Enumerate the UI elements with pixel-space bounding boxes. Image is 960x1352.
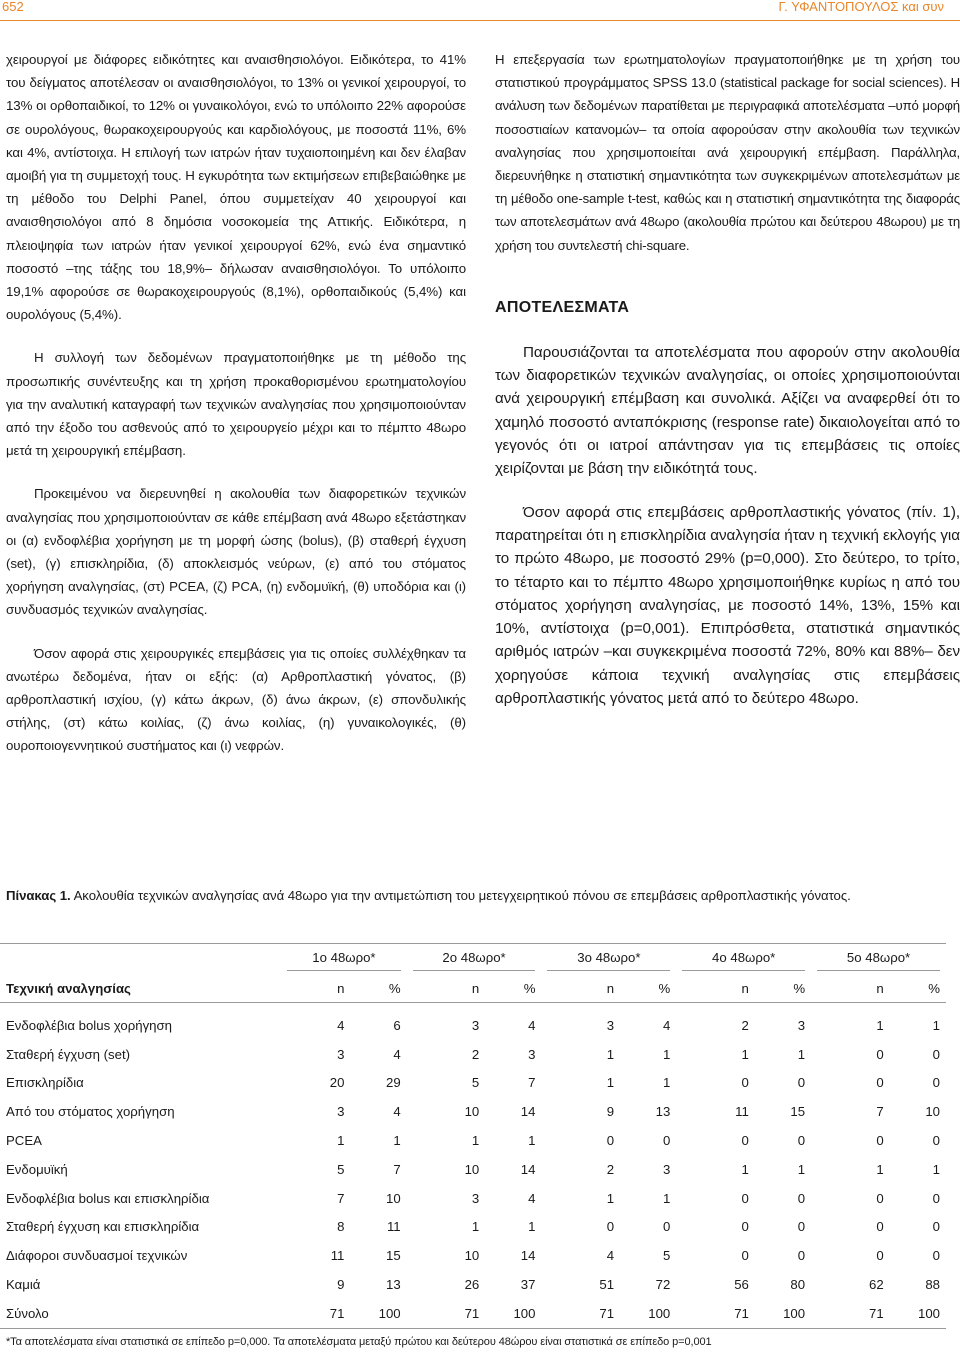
cell-n: 9 xyxy=(606,1104,615,1120)
cell-n: 0 xyxy=(876,1190,884,1206)
cell-n: 0 xyxy=(876,1046,884,1062)
cell-pct: 100 xyxy=(753,1299,811,1328)
cell-pct: 1 xyxy=(393,1133,401,1149)
cell-n: 26 xyxy=(464,1277,480,1293)
cell-n: 3 xyxy=(471,1017,480,1033)
cell-n: 7 xyxy=(337,1190,345,1206)
cell-n: 62 xyxy=(869,1277,884,1293)
row-label: Σύνολο xyxy=(0,1299,281,1328)
cell-n: 56 xyxy=(734,1277,749,1293)
n-header: n xyxy=(471,980,480,996)
left-paragraph-1: χειρουργοί με διάφορες ειδικότητες και αναισθησιολόγοι. Ειδικότερα, το 41% του δείγματος αποτέλεσαν οι αναισθησιολόγοι, το 13% οι γενικοί χειρουργοί, το 13% οι ορθοπαιδικοί, το 12% οι γυναικολόγοι, ενώ το υπόλοιπο 22% αφορούσε σε ουρολόγους, θωρακοχειρουργούς και καρδιολόγους, με ποσοστά 11%, 6% και 4%, αντίστοιχα. Η επιλογή των ιατρών ήταν τυχαιοποιημένη και δεν έλαβαν αμοιβή για τη συμμετοχή τους. Η εγκυρότητα των εκτιμήσεων επιβεβαιώθηκε με τη μέθοδο του Delphi Panel, όπου συμμετείχαν 40 χειρουργοί και αναισθησιολόγοι από 8 δημόσια νοσοκομεία της Αττικής. Ειδικότερα, η πλειοψηφία των ιατρών ήταν γενικοί χειρουργοί 62%, ενώ ένα σημαντικό ποσοστό –της τάξης του 18,9%– δήλωσαν αναισθησιολόγοι. Το υπόλοιπο 19,1% αφορούσε σε θωρακοχειρουργούς (8,1%), ορθοπαιδικούς (5,4%) και ουρολόγους (5,4%). xyxy=(6,52,466,323)
row-label: Ενδοφλέβια bolus χορήγηση xyxy=(6,1017,172,1033)
pct-header: % xyxy=(793,980,806,996)
row-label-header: Τεχνική αναλγησίας xyxy=(6,980,131,996)
cell-pct: 0 xyxy=(797,1190,806,1206)
cell-pct: 1 xyxy=(662,1046,671,1062)
table-row xyxy=(0,1184,946,1213)
cell-pct: 1 xyxy=(797,1161,806,1177)
cell-n: 4 xyxy=(606,1248,615,1264)
n-header: n xyxy=(876,980,884,996)
group-header-4: 4ο 48ωρο* xyxy=(676,944,811,975)
table-group-header-row xyxy=(0,944,946,975)
cell-n: 9 xyxy=(337,1277,345,1293)
cell-n: 0 xyxy=(606,1219,615,1235)
right-paragraph-1: Η επεξεργασία των ερωτηματολογίων πραγματοποιήθηκε με τη χρήση του στατιστικού προγράμματος SPSS 13.0 (statistical package for social sciences). Η ανάλυση των δεδομένων παρατίθεται με περιγραφικά αποτελέσματα –υπό μορφή ποσοστιαίων κατανομών– τα οποία αφορούσαν στην ακολουθία των τεχνικών αναλγησίας που χρησιμοποιείται ανά χειρουργική επέμβαση. Παράλληλα, διερευνήθηκε η στατιστική σημαντικότητα των συγκεκριμένων αποτελεσμάτων με τη μέθοδο one-sample t-test, καθώς και η στατιστική σημαντικότητα της διαφοράς των αποτελεσμάτων ανά 48ωρο (ακολουθία πρώτου και δεύτερου 48ωρου) με τη χρήση του συντελεστή chi-square. xyxy=(495,52,960,253)
cell-pct: 5 xyxy=(662,1248,671,1264)
group-header-2: 2ο 48ωρο* xyxy=(407,944,542,975)
cell-pct: 11 xyxy=(386,1219,401,1235)
cell-pct: 0 xyxy=(932,1075,940,1091)
cell-n: 0 xyxy=(606,1133,615,1149)
cell-pct: 1 xyxy=(932,1017,940,1033)
table-caption-label: Πίνακας 1. xyxy=(6,888,71,903)
cell-pct: 100 xyxy=(618,1299,676,1328)
cell-pct: 4 xyxy=(662,1017,671,1033)
table-row xyxy=(0,1011,946,1040)
cell-n: 1 xyxy=(741,1161,749,1177)
cell-n: 20 xyxy=(329,1075,345,1091)
cell-pct: 0 xyxy=(932,1219,940,1235)
cell-pct: 100 xyxy=(348,1299,406,1328)
row-label: Από του στόματος χορήγηση xyxy=(6,1104,175,1120)
cell-pct: 15 xyxy=(385,1248,401,1264)
header-rule xyxy=(0,20,960,21)
cell-pct: 0 xyxy=(662,1133,671,1149)
cell-pct: 1 xyxy=(662,1190,671,1206)
table-row xyxy=(0,1126,946,1155)
cell-pct: 0 xyxy=(662,1219,671,1235)
cell-n: 2 xyxy=(471,1046,480,1062)
cell-n: 11 xyxy=(330,1248,345,1264)
table-body xyxy=(0,1011,946,1328)
cell-n: 7 xyxy=(876,1104,884,1120)
cell-n: 1 xyxy=(471,1133,480,1149)
group-header-1: 1ο 48ωρο* xyxy=(281,944,406,975)
cell-pct: 0 xyxy=(932,1046,940,1062)
page-header xyxy=(0,0,960,22)
cell-pct: 4 xyxy=(393,1104,401,1120)
cell-n: 10 xyxy=(464,1161,480,1177)
results-paragraph-1: Παρουσιάζονται τα αποτελέσματα που αφορούν στην ακολουθία των διαφορετικών τεχνικών αναλγησίας, οι οποίες χρησιμοποιούνται ανά χειρουργική επέμβαση και συνολικά. Αξίζει να αναφερθεί ότι το χαμηλό ποσοστό ανταπόκρισης (response rate) δικαιολογείται από το γεγονός ότι οι ιατροί απάντησαν για τις επεμβάσεις τις οποίες χειρίζονται με βάση την ειδικότητά τους. xyxy=(495,343,960,478)
cell-n: 0 xyxy=(876,1219,884,1235)
cell-n: 0 xyxy=(876,1075,884,1091)
cell-pct: 0 xyxy=(797,1219,806,1235)
cell-pct: 1 xyxy=(797,1046,806,1062)
group-header-3: 3ο 48ωρο* xyxy=(541,944,676,975)
cell-n: 71 xyxy=(541,1299,618,1328)
cell-n: 0 xyxy=(741,1190,749,1206)
cell-n: 1 xyxy=(876,1017,884,1033)
cell-pct: 7 xyxy=(528,1075,536,1091)
pct-header: % xyxy=(658,980,671,996)
cell-n: 2 xyxy=(606,1161,615,1177)
cell-n: 11 xyxy=(735,1104,749,1120)
row-label: Ενδομυϊκή xyxy=(6,1161,68,1177)
cell-pct: 10 xyxy=(385,1190,401,1206)
cell-pct: 1 xyxy=(662,1075,671,1091)
cell-n: 3 xyxy=(337,1104,345,1120)
cell-pct: 80 xyxy=(790,1277,806,1293)
table-footnote: *Τα αποτελέσματα είναι στατιστικά σε επίπεδο p=0,000. Τα αποτελέσματα μεταξύ πρώτου και δεύτερου 48ώρου είναι στατιστικά σε επίπεδο p=0,001 xyxy=(6,1336,712,1348)
cell-n: 1 xyxy=(606,1046,615,1062)
cell-pct: 0 xyxy=(932,1248,940,1264)
pct-header: % xyxy=(523,980,536,996)
cell-n: 0 xyxy=(741,1133,749,1149)
cell-pct: 4 xyxy=(393,1046,401,1062)
table-caption xyxy=(6,885,946,907)
cell-pct: 4 xyxy=(528,1017,536,1033)
row-label: Σταθερή έγχυση και επισκληρίδια xyxy=(6,1219,200,1235)
cell-n: 71 xyxy=(811,1299,888,1328)
right-column xyxy=(495,48,960,710)
left-paragraph-2: Η συλλογή των δεδομένων πραγματοποιήθηκε με τη μέθοδο της προσωπικής συνέντευξης και τη χρήση προκαθορισμένου ερωτηματολογίου για την αναλυτική καταγραφή των τεχνικών αναλγησίας που χρησιμοποιούνταν από την έξοδο του ασθενούς από το χειρουργείο μέχρι και το πέμπτο 48ωρο μετά τη χειρουργική επέμβαση. xyxy=(6,350,466,459)
table-row xyxy=(0,1097,946,1126)
table-row xyxy=(0,1213,946,1242)
cell-n: 71 xyxy=(407,1299,484,1328)
table-row xyxy=(0,1069,946,1098)
n-header: n xyxy=(606,980,615,996)
cell-pct: 7 xyxy=(393,1161,401,1177)
table-row xyxy=(0,1241,946,1270)
left-column xyxy=(6,48,466,758)
cell-pct: 15 xyxy=(790,1104,806,1120)
row-label: PCEA xyxy=(6,1133,42,1149)
cell-pct: 14 xyxy=(520,1104,536,1120)
row-label: Σταθερή έγχυση (set) xyxy=(6,1046,130,1062)
cell-n: 3 xyxy=(606,1017,615,1033)
row-label: Ενδοφλέβια bolus και επισκληρίδια xyxy=(6,1190,210,1206)
cell-n: 10 xyxy=(464,1104,480,1120)
cell-pct: 13 xyxy=(385,1277,401,1293)
data-table xyxy=(0,943,946,1329)
cell-n: 10 xyxy=(464,1248,480,1264)
cell-n: 3 xyxy=(337,1046,345,1062)
cell-pct: 4 xyxy=(528,1190,536,1206)
page-number: 652 xyxy=(2,0,24,14)
cell-n: 0 xyxy=(876,1133,884,1149)
cell-n: 71 xyxy=(281,1299,348,1328)
table-row xyxy=(0,1155,946,1184)
cell-pct: 3 xyxy=(797,1017,806,1033)
cell-pct: 88 xyxy=(925,1277,940,1293)
cell-n: 5 xyxy=(337,1161,345,1177)
cell-pct: 0 xyxy=(932,1133,940,1149)
cell-pct: 0 xyxy=(797,1133,806,1149)
row-label: Επισκληρίδια xyxy=(6,1075,84,1091)
cell-n: 71 xyxy=(676,1299,753,1328)
group-header-5: 5ο 48ωρο* xyxy=(811,944,946,975)
cell-pct: 14 xyxy=(520,1248,536,1264)
cell-pct: 1 xyxy=(528,1133,536,1149)
cell-n: 4 xyxy=(337,1017,345,1033)
cell-n: 2 xyxy=(741,1017,749,1033)
pct-header: % xyxy=(928,980,940,996)
row-label: Διάφοροι συνδυασμοί τεχνικών xyxy=(6,1248,188,1264)
cell-n: 1 xyxy=(876,1161,884,1177)
cell-n: 5 xyxy=(471,1075,480,1091)
n-header: n xyxy=(741,980,749,996)
table-caption-text: Ακολουθία τεχνικών αναλγησίας ανά 48ωρο για την αντιμετώπιση του μετεγχειρητικού πόνου σε επεμβάσεις αρθροπλαστικής γόνατος. xyxy=(73,888,851,903)
cell-pct: 100 xyxy=(888,1299,946,1328)
cell-pct: 0 xyxy=(932,1190,940,1206)
cell-n: 1 xyxy=(741,1046,749,1062)
cell-pct: 1 xyxy=(528,1219,536,1235)
table-row xyxy=(0,1270,946,1299)
table-row xyxy=(0,1040,946,1069)
cell-pct: 1 xyxy=(932,1161,940,1177)
cell-n: 0 xyxy=(876,1248,884,1264)
cell-n: 51 xyxy=(599,1277,615,1293)
cell-pct: 29 xyxy=(385,1075,401,1091)
cell-pct: 37 xyxy=(520,1277,536,1293)
n-header: n xyxy=(337,980,345,996)
cell-pct: 100 xyxy=(483,1299,541,1328)
cell-n: 1 xyxy=(606,1190,615,1206)
cell-n: 0 xyxy=(741,1248,749,1264)
cell-pct: 14 xyxy=(520,1161,536,1177)
cell-pct: 13 xyxy=(655,1104,671,1120)
row-label: Καμιά xyxy=(6,1277,41,1293)
pct-header: % xyxy=(388,980,401,996)
cell-n: 3 xyxy=(471,1190,480,1206)
cell-pct: 3 xyxy=(662,1161,671,1177)
section-heading-results: ΑΠΟΤΕΛΕΣΜΑΤΑ xyxy=(495,298,630,316)
cell-n: 8 xyxy=(337,1219,345,1235)
cell-pct: 6 xyxy=(393,1017,401,1033)
cell-pct: 72 xyxy=(655,1277,671,1293)
cell-n: 0 xyxy=(741,1219,749,1235)
left-paragraph-3: Προκειμένου να διερευνηθεί η ακολουθία των διαφορετικών τεχνικών αναλγησίας που χρησιμοποιούνταν σε κάθε επέμβαση ανά 48ωρο εξετάστηκαν οι (α) ενδοφλέβια χορήγηση με τη μορφή ώσης (bolus), (β) σταθερή έγχυση (set), (γ) επισκληρίδια, (δ) αποκλεισμός νεύρων, (ε) από του στόματος χορήγηση αναλγησίας, (στ) PCEA, (ζ) PCA, (η) ενδομυϊκή, (θ) υποδόρια και (ι) συνδυασμός τεχνικών αναλγησίας. xyxy=(6,486,466,618)
cell-pct: 3 xyxy=(528,1046,536,1062)
cell-n: 1 xyxy=(471,1219,480,1235)
cell-n: 0 xyxy=(741,1075,749,1091)
cell-n: 1 xyxy=(606,1075,615,1091)
cell-n: 1 xyxy=(337,1133,345,1149)
cell-pct: 10 xyxy=(925,1104,940,1120)
results-paragraph-2: Όσον αφορά στις επεμβάσεις αρθροπλαστικής γόνατος (πίν. 1), παρατηρείται ότι η επισκληρίδια αναλγησία ήταν η τεχνική εκλογής για το πρώτο 48ωρο, με ποσοστό 29% (p=0,000). Στο δεύτερο, το τρίτο, το τέταρτο και το πέμπτο 48ωρο χρησιμοποιήθηκε κυρίως η από του στόματος χορήγηση αναλγησίας, με ποσοστό 14%, 13%, 15% και 10%, αντίστοιχα (p=0,001). Επιπρόσθετα, στατιστικά σημαντικός αριθμός ιατρών –και συγκεκριμένα ποσοστά 72%, 80% και 88%– δεν χορηγούσε κάποια τεχνική αναλγησίας στις επεμβάσεις αρθροπλαστικής γόνατος μετά από το δεύτερο 48ωρο. xyxy=(495,503,960,707)
table-row xyxy=(0,1299,946,1328)
running-head: Γ. ΥΦΑΝΤΟΠΟΥΛΟΣ και συν xyxy=(778,0,944,14)
cell-pct: 0 xyxy=(797,1075,806,1091)
table-subheader-row xyxy=(0,974,946,1003)
left-paragraph-4: Όσον αφορά στις χειρουργικές επεμβάσεις για τις οποίες συλλέχθηκαν τα ανωτέρω δεδομένα, ήταν οι εξής: (α) Αρθροπλαστική γόνατος, (β) αρθροπλαστική ισχίου, (γ) κάτω άκρων, (δ) άνω άκρων, (ε) σπονδυλικής στήλης, (στ) κάτω κοιλίας, (ζ) άνω κοιλίας, (η) γυναικολογικές, (θ) ουροποιογεννητικού συστήματος και (ι) νεφρών. xyxy=(6,645,466,754)
cell-pct: 0 xyxy=(797,1248,806,1264)
